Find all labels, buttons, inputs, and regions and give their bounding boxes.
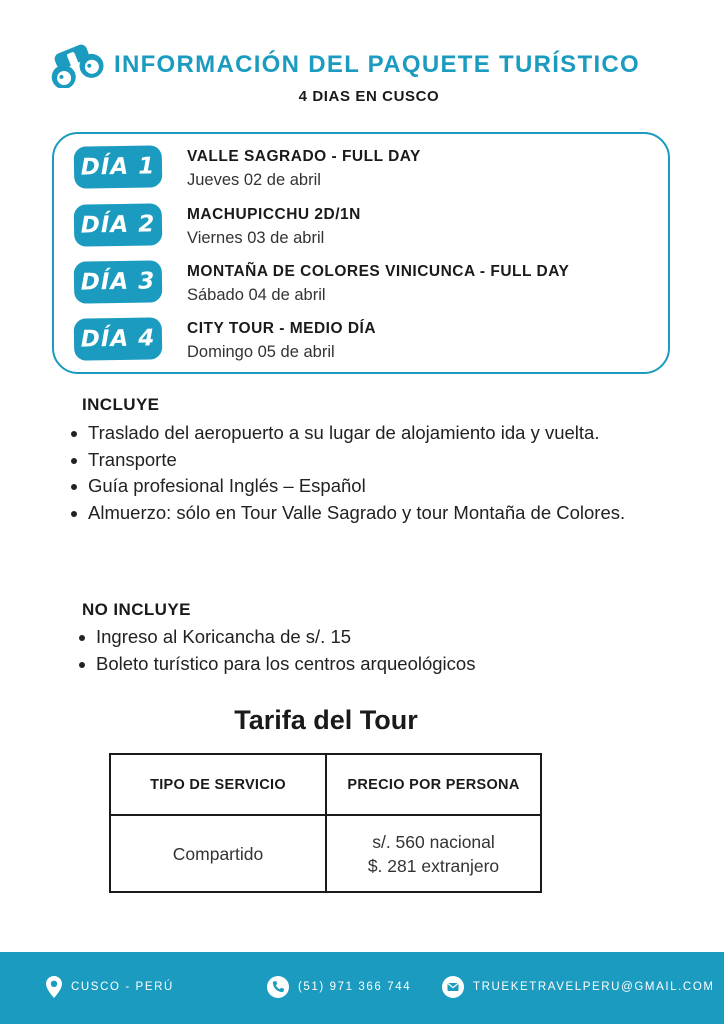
footer-email <box>442 974 715 1000</box>
list-item: Transporte <box>70 447 660 474</box>
email-text: TRUEKETRAVELPERU@GMAIL.COM <box>473 981 715 993</box>
email-icon <box>442 976 464 998</box>
phone-text: (51) 971 366 744 <box>298 981 412 993</box>
list-item: Traslado del aeropuerto a su lugar de alojamiento ida y vuelta. <box>70 420 660 447</box>
day-badge: DÍA 4 <box>74 317 163 361</box>
day-title: VALLE SAGRADO - FULL DAY <box>187 148 421 165</box>
table-header-cell: TIPO DE SERVICIO <box>110 754 326 815</box>
day-date: Viernes 03 de abril <box>187 229 325 247</box>
day-item <box>74 204 664 254</box>
incluye-list <box>70 420 660 526</box>
day-date: Sábado 04 de abril <box>187 286 326 304</box>
location-text: CUSCO - PERÚ <box>71 981 174 993</box>
footer-bar <box>0 952 724 1024</box>
page-title: INFORMACIÓN DEL PAQUETE TURÍSTICO <box>114 51 641 78</box>
day-title: MACHUPICCHU 2D/1N <box>187 206 361 223</box>
list-item: Boleto turístico para los centros arqueológicos <box>78 651 678 678</box>
list-item: Guía profesional Inglés – Español <box>70 473 660 500</box>
no-incluye-list <box>78 624 678 677</box>
tarifa-table <box>109 753 542 893</box>
footer-phone <box>267 974 411 1000</box>
incluye-title: INCLUYE <box>82 395 160 414</box>
tarifa-title: Tarifa del Tour <box>234 705 418 735</box>
binoculars-icon <box>44 42 106 88</box>
table-header-row <box>110 754 541 815</box>
day-date: Jueves 02 de abril <box>187 171 321 189</box>
price-national: s/. 560 nacional <box>372 831 495 852</box>
day-item <box>74 146 664 196</box>
service-cell: Compartido <box>110 815 326 892</box>
day-badge: DÍA 1 <box>74 145 163 189</box>
no-incluye-title: NO INCLUYE <box>82 600 191 619</box>
day-title: CITY TOUR - MEDIO DÍA <box>187 320 377 337</box>
price-foreign: $. 281 extranjero <box>367 855 500 876</box>
footer-location <box>46 974 174 1000</box>
page-subtitle: 4 DIAS EN CUSCO <box>298 88 440 105</box>
phone-icon <box>267 976 289 998</box>
day-title: MONTAÑA DE COLORES VINICUNCA - FULL DAY <box>187 263 570 280</box>
itinerary-box <box>52 132 670 374</box>
table-header-cell: PRECIO POR PERSONA <box>326 754 541 815</box>
day-badge: DÍA 2 <box>74 203 163 247</box>
day-badge: DÍA 3 <box>74 260 163 304</box>
list-item: Almuerzo: sólo en Tour Valle Sagrado y tour Montaña de Colores. <box>70 500 660 527</box>
list-item: Ingreso al Koricancha de s/. 15 <box>78 624 678 651</box>
price-cell <box>326 815 541 892</box>
table-row <box>110 815 541 892</box>
day-date: Domingo 05 de abril <box>187 343 335 361</box>
day-item <box>74 261 664 311</box>
page-header <box>44 42 704 90</box>
day-item <box>74 318 664 368</box>
location-pin-icon <box>46 976 62 998</box>
